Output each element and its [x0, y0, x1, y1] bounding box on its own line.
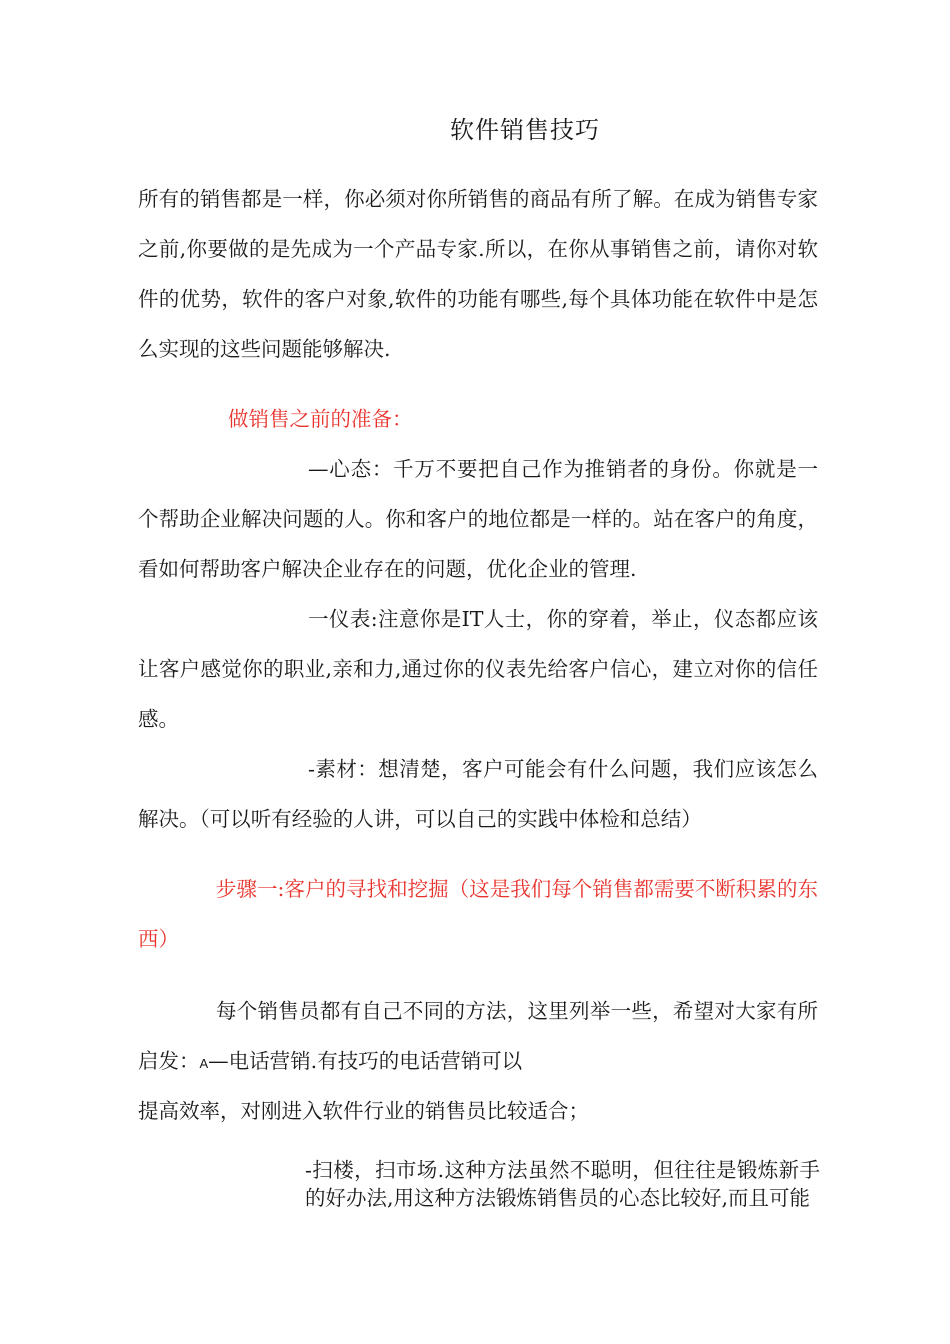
material-paragraph: -素材：想清楚，客户可能会有什么问题，我们应该怎么解决。（可以听有经验的人讲，可以自己的实践中体检和总结） — [138, 757, 818, 831]
phone-marketing-text: —电话营销.有技巧的电话营销可以 — [208, 1049, 523, 1073]
methods-intro-text: 每个销售员都有自己不同的方法，这里列举一些，希望对大家有所启发： — [138, 999, 818, 1073]
appearance-paragraph: 一仪表:注意你是IT人士，你的穿着，举止，仪态都应该让客户感觉你的职业,亲和力,通过你的仪表先给客户信心，建立对你的信任感。 — [138, 607, 818, 731]
mindset-paragraph: —心态：千万不要把自己作为推销者的身份。你就是一个帮助企业解决问题的人。你和客户的地位都是一样的。站在客户的角度，看如何帮助客户解决企业存在的问题，优化企业的管理. — [138, 457, 818, 581]
prep-heading: 做销售之前的准备： — [228, 407, 413, 431]
methods-intro-continued: 提高效率，对刚进入软件行业的销售员比较适合； — [138, 1099, 589, 1123]
methods-intro-paragraph — [138, 986, 818, 1089]
intro-paragraph: 所有的销售都是一样，你必须对你所销售的商品有所了解。在成为销售专家之前,你要做的是先成为一个产品专家.所以，在你从事销售之前，请你对软件的优势，软件的客户对象,软件的功能有哪些,每个具体功能在软件中是怎么实现的这些问题能够解决. — [138, 187, 818, 361]
methods-marker: A — [199, 1056, 209, 1071]
sweep-paragraph: -扫楼，扫市场.这种方法虽然不聪明，但往往是锻炼新手的好办法,用这种方法锻炼销售员的心态比较好,而且可能 — [305, 1158, 820, 1210]
document-title: 软件销售技巧 — [450, 116, 600, 144]
step1-heading: 步骤一:客户的寻找和挖掘（这是我们每个销售都需要不断积累的东西） — [138, 877, 818, 951]
